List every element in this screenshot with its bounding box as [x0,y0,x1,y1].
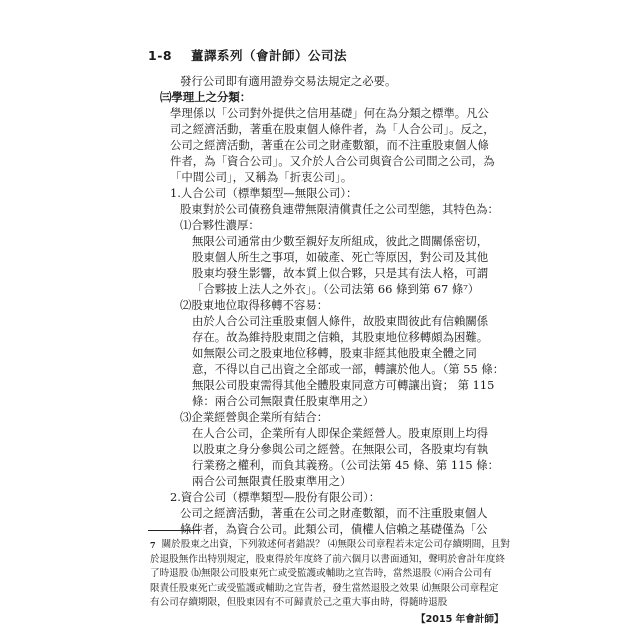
text-line: 股東對於公司債務負連帶無限清償責任之公司型態，其特色為： [180,202,499,216]
text-line: 公司之經濟活動，著重在公司之財產數額，而不注重股東個人 [180,506,488,520]
text-line: ㈢學理上之分類： [160,90,252,104]
text-line: ⑶企業經營與企業所有結合： [180,410,329,424]
text-line: 在人合公司，企業所有人即保企業經營人。股東原則上均得 [192,426,489,440]
footnote-line [150,538,511,553]
text-line: 無限公司通常由少數至親好友所組成，彼此之間關係密切， [192,234,489,248]
text-line: 條：兩合公司無限責任股東準用之） [192,394,375,408]
text-line: 發行公司即有適用證券交易法規定之必要。 [180,74,397,88]
text-line: 1.人合公司（標準類型—無限公司）： [170,186,358,200]
text-line: 兩合公司無限責任股東準用之） [192,474,352,488]
footnote-line [150,553,505,568]
footnote-text: 於退股無作出特別規定，股東得於年度終了前六個月以書面通知，聲明於會計年度終 [150,553,505,565]
text-line: 「中間公司」，又稱為「折衷公司」。 [170,170,353,184]
text-line: 由於人合公司注重股東個人條件，故股東間彼此有信賴關係 [192,314,489,328]
book-title: 薑譯系列（會計師）公司法 [190,48,347,63]
text-line: 以股東之身分參與公司之經營。在無限公司，各股東均有執 [192,442,489,456]
footnote-text: 有公司存續期限，但股東因有不可歸責於己之重大事由時，得隨時退股 [150,597,448,608]
exam-source-tag: 【2015 年會計師】 [416,614,504,625]
footnote-line [150,582,499,597]
text-line: ⑴合夥性濃厚： [180,218,260,232]
text-line: 件者，為「資合公司」。又介於人合公司與資合公司間之公司，為 [170,154,495,168]
footnote-marker: 7 [150,540,156,550]
text-line: 意，不得以自己出資之全部或一部，轉讓於他人。（第 55 條： [192,362,505,376]
text-line: 學理係以「公司對外提供之信用基礎」何在為分類之標準。凡公 [170,106,489,120]
footnote-line [150,567,490,582]
text-line: 股東均發生影響，故本質上似合夥，只是其有法人格，可謂 [192,266,489,280]
text-line: 2.資合公司（標準類型—股份有限公司）： [170,490,381,504]
main-text [160,73,505,537]
text-line: 存在。故為維持股東間之信賴，其股東地位移轉頗為困難。 [192,330,489,344]
page-header [148,46,347,64]
text-line: 無限公司股東需得其他全體股東同意方可轉讓出資； 第 115 [192,378,495,392]
text-line: 「合夥披上法人之外衣」。（公司法第 66 條到第 67 條⁷） [192,282,480,296]
text-line: 條件者，為資合公司。此類公司，債權人信賴之基礎僅為「公 [180,522,488,536]
footnote-text: 了時退股 ⒝無限公司股東死亡或受監護或輔助之宣告時，當然退股 ⒞兩合公司有 [150,568,492,579]
footnote-text: 關於股東之出資，下列敘述何者錯誤？ ⑷無限公司章程若未定公司存續期間，且對 [161,539,511,550]
text-line: 司之經濟活動，著重在股東個人條件者，為「人合公司」。反之， [170,122,495,136]
text-line: ⑵股東地位取得移轉不容易： [180,298,329,312]
footnote-line [150,596,490,611]
footnote-divider [148,530,200,531]
page-number: 1-8 [148,48,173,63]
footnote-text: 限責任股東死亡或受監護或輔助之宣告者，發生當然退股之效果 ⒟無限公司章程定 [150,582,499,594]
text-line: 公司之經濟活動，著重在公司之財產數額，而不注重股東個人條 [170,138,489,152]
footnote [150,538,511,611]
text-line: 行業務之權利，而負其義務。（公司法第 45 條、第 115 條： [192,458,500,472]
text-line: 如無限公司之股東地位移轉，股東非經其他股東全體之同 [192,346,477,360]
text-line: 股東個人所生之事項，如破產、死亡等原因，對公司及其他 [192,250,489,264]
